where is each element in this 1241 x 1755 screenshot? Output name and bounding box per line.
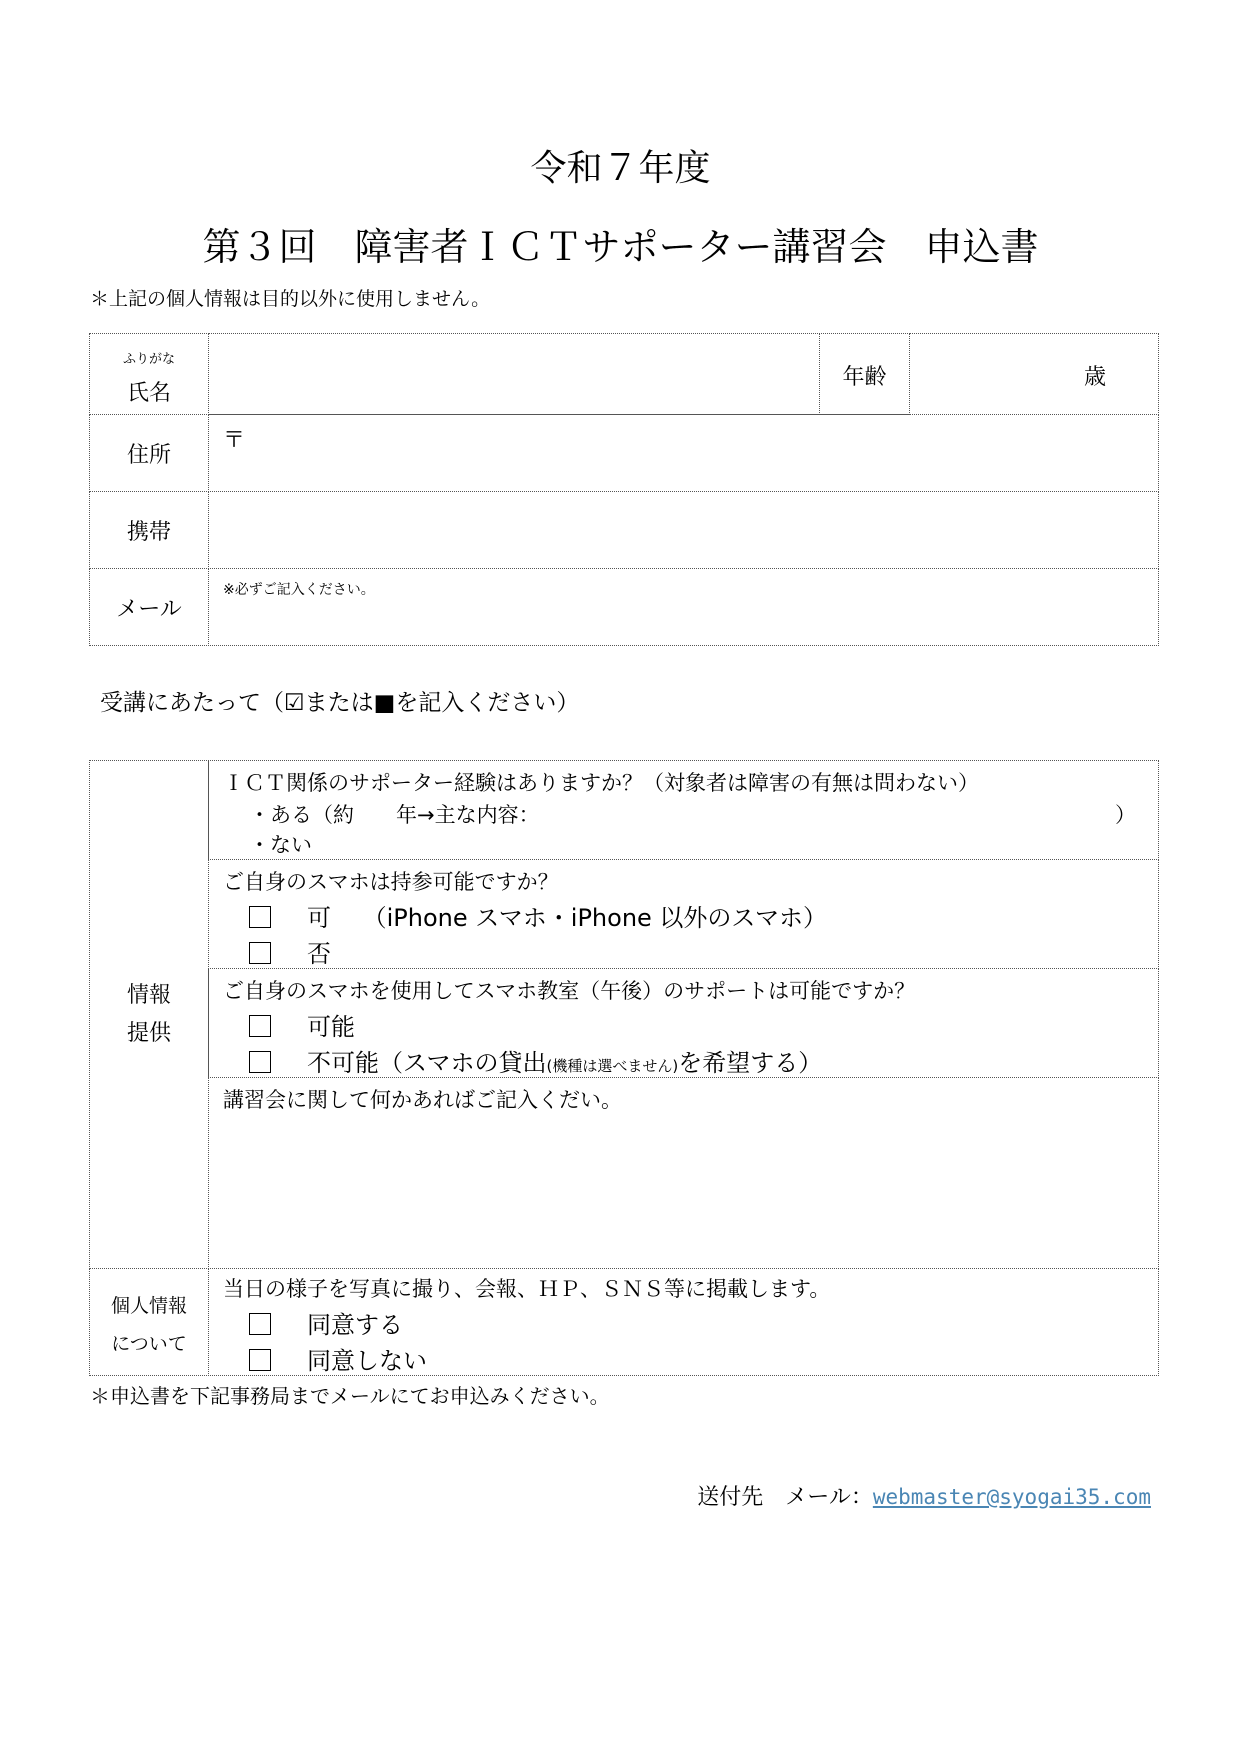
checkbox-icon[interactable] bbox=[249, 1313, 271, 1335]
mail-field[interactable] bbox=[208, 568, 1159, 646]
option-consent-agree-label: 同意する bbox=[307, 1311, 403, 1339]
name-label-cell bbox=[89, 333, 209, 415]
mail-label-cell bbox=[89, 568, 209, 646]
checkbox-icon[interactable] bbox=[249, 906, 271, 928]
phone-field[interactable] bbox=[208, 491, 1159, 569]
form-year-title: 令和７年度 bbox=[530, 148, 711, 189]
postal-mark: 〒 bbox=[223, 428, 246, 453]
send-to-label: 送付先 メール： bbox=[697, 1485, 873, 1510]
option-bring-phone-yes[interactable] bbox=[249, 898, 827, 933]
option-support-no-label-end: を希望する） bbox=[678, 1049, 823, 1077]
question-support-class bbox=[208, 968, 1159, 1078]
option-consent-disagree[interactable] bbox=[249, 1341, 427, 1376]
comments-field[interactable] bbox=[208, 1077, 1159, 1269]
age-unit: 歳 bbox=[1083, 365, 1106, 390]
contact-email-link[interactable]: webmaster@syogai35.com bbox=[872, 1485, 1151, 1509]
option-experience-yes-close: ） bbox=[1115, 803, 1136, 827]
option-consent-agree[interactable] bbox=[249, 1305, 403, 1340]
question-photo-consent bbox=[208, 1268, 1159, 1376]
question-experience bbox=[208, 760, 1159, 860]
address-field[interactable] bbox=[208, 414, 1159, 492]
name-field[interactable] bbox=[208, 333, 820, 415]
mail-label: メール bbox=[116, 596, 182, 622]
mail-note: ※必ずご記入ください。 bbox=[223, 582, 375, 598]
option-support-no-note: (機種は選べません) bbox=[546, 1057, 679, 1075]
furigana-label: ふりがな bbox=[122, 352, 175, 367]
option-support-yes-label: 可能 bbox=[307, 1013, 355, 1041]
name-label: 氏名 bbox=[126, 381, 171, 406]
checkbox-icon[interactable] bbox=[249, 1349, 271, 1371]
phone-label: 携帯 bbox=[126, 519, 171, 545]
section-heading: 受講にあたって（☑または■を記入ください） bbox=[100, 690, 580, 716]
checkbox-icon[interactable] bbox=[249, 942, 271, 964]
question-photo-consent-text: 当日の様子を写真に撮り、会報、ＨＰ、ＳＮＳ等に掲載します。 bbox=[223, 1277, 831, 1301]
privacy-label-line2: について bbox=[111, 1333, 187, 1355]
comments-prompt: 講習会に関して何かあればご記入くだい。 bbox=[223, 1088, 622, 1112]
question-bring-phone-text: ご自身のスマホは持参可能ですか？ bbox=[223, 870, 559, 894]
question-bring-phone bbox=[208, 859, 1159, 969]
checkbox-icon[interactable] bbox=[249, 1015, 271, 1037]
option-experience-yes[interactable]: ・ある（約 年→主な内容： bbox=[249, 803, 540, 827]
option-support-no-label: 不可能（スマホの貸出 bbox=[307, 1049, 547, 1077]
age-label: 年齢 bbox=[842, 365, 887, 390]
option-experience-no[interactable]: ・ない bbox=[249, 833, 312, 857]
privacy-label-line1: 個人情報 bbox=[110, 1295, 187, 1317]
info-provide-label: 情報 提供 bbox=[89, 760, 209, 1269]
option-support-no[interactable] bbox=[249, 1043, 822, 1078]
age-field[interactable] bbox=[909, 333, 1159, 415]
question-support-class-text: ご自身のスマホを使用してスマホ教室（午後）のサポートは可能ですか？ bbox=[223, 979, 916, 1003]
address-label: 住所 bbox=[126, 442, 171, 468]
form-main-title: 第３回 障害者ＩＣＴサポーター講習会 申込書 bbox=[202, 225, 1039, 269]
send-to bbox=[697, 1480, 1151, 1511]
privacy-note: ＊上記の個人情報は目的以外に使用しません。 bbox=[90, 288, 491, 310]
option-bring-phone-yes-label: 可 （iPhone スマホ・iPhone 以外のスマホ） bbox=[307, 904, 827, 932]
submit-note: ＊申込書を下記事務局までメールにてお申込みください。 bbox=[90, 1384, 610, 1408]
option-bring-phone-no[interactable] bbox=[249, 934, 331, 969]
age-label-cell bbox=[819, 333, 910, 415]
option-consent-disagree-label: 同意しない bbox=[307, 1347, 427, 1375]
privacy-label-cell bbox=[89, 1268, 209, 1376]
option-bring-phone-no-label: 否 bbox=[307, 940, 331, 968]
option-support-yes[interactable] bbox=[249, 1007, 355, 1042]
address-label-cell bbox=[89, 414, 209, 492]
question-experience-text: ＩＣＴ関係のサポーター経験はありますか？（対象者は障害の有無は問わない） bbox=[223, 771, 979, 795]
checkbox-icon[interactable] bbox=[249, 1051, 271, 1073]
phone-label-cell bbox=[89, 491, 209, 569]
